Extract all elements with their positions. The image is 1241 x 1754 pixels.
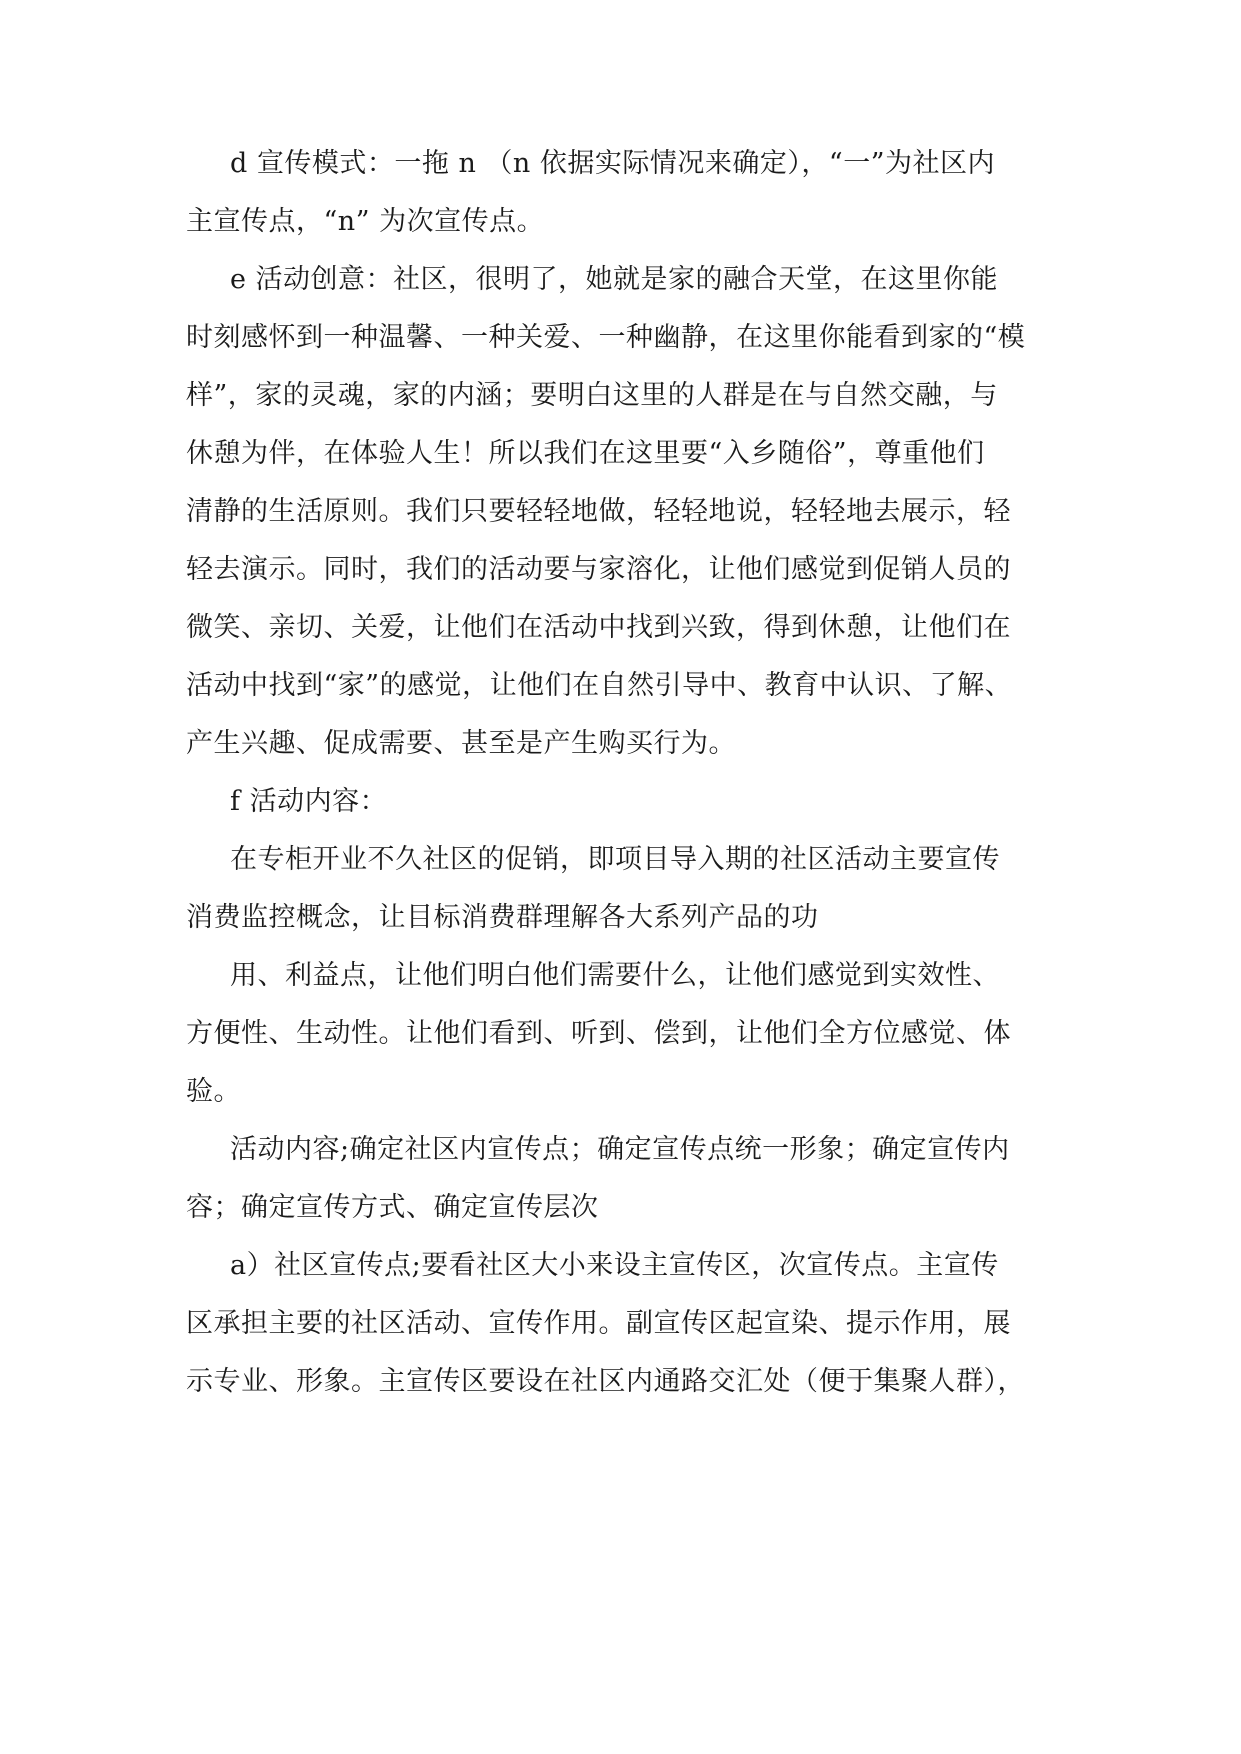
paragraph-line: d 宣传模式：一拖 n （n 依据实际情况来确定），“一”为社区内 [230,148,995,179]
paragraph-line: 时刻感怀到一种温馨、一种关爱、一种幽静，在这里你能看到家的“模 [186,322,1026,353]
paragraph-line: 活动中找到“家”的感觉，让他们在自然引导中、教育中认识、了解、 [186,670,1013,701]
paragraph-line: 产生兴趣、促成需要、甚至是产生购买行为。 [186,728,736,759]
paragraph-line: 容；确定宣传方式、确定宣传层次 [186,1192,599,1223]
paragraph-line: 轻去演示。同时，我们的活动要与家溶化，让他们感觉到促销人员的 [186,554,1011,585]
paragraph-line: 样”，家的灵魂，家的内涵；要明白这里的人群是在与自然交融，与 [186,380,998,411]
paragraph-line: 方便性、生动性。让他们看到、听到、偿到，让他们全方位感觉、体 [186,1018,1011,1049]
paragraph-line: 区承担主要的社区活动、宣传作用。副宣传区起宣染、提示作用，展 [186,1308,1011,1339]
paragraph-line: 清静的生活原则。我们只要轻轻地做，轻轻地说，轻轻地去展示，轻 [186,496,1011,527]
paragraph-line: 在专柜开业不久社区的促销，即项目导入期的社区活动主要宣传 [230,844,1000,875]
paragraph-line: 验。 [186,1076,241,1107]
paragraph-line: 消费监控概念，让目标消费群理解各大系列产品的功 [186,902,819,933]
paragraph-line: 活动内容;确定社区内宣传点；确定宣传点统一形象；确定宣传内 [230,1134,1010,1165]
paragraph-line: 主宣传点，“n” 为次宣传点。 [186,206,545,237]
paragraph-line: 示专业、形象。主宣传区要设在社区内通路交汇处（便于集聚人群）， [186,1366,1025,1397]
paragraph-line: a）社区宣传点;要看社区大小来设主宣传区，次宣传点。主宣传 [230,1250,999,1281]
paragraph-line: 微笑、亲切、关爱，让他们在活动中找到兴致，得到休憩，让他们在 [186,612,1011,643]
section-heading: f 活动内容： [230,786,388,817]
paragraph-line: 用、利益点，让他们明白他们需要什么，让他们感觉到实效性、 [230,960,1000,991]
paragraph-line: e 活动创意：社区，很明了，她就是家的融合天堂，在这里你能 [230,264,999,295]
paragraph-line: 休憩为伴，在体验人生！所以我们在这里要“入乡随俗”，尊重他们 [186,438,985,469]
